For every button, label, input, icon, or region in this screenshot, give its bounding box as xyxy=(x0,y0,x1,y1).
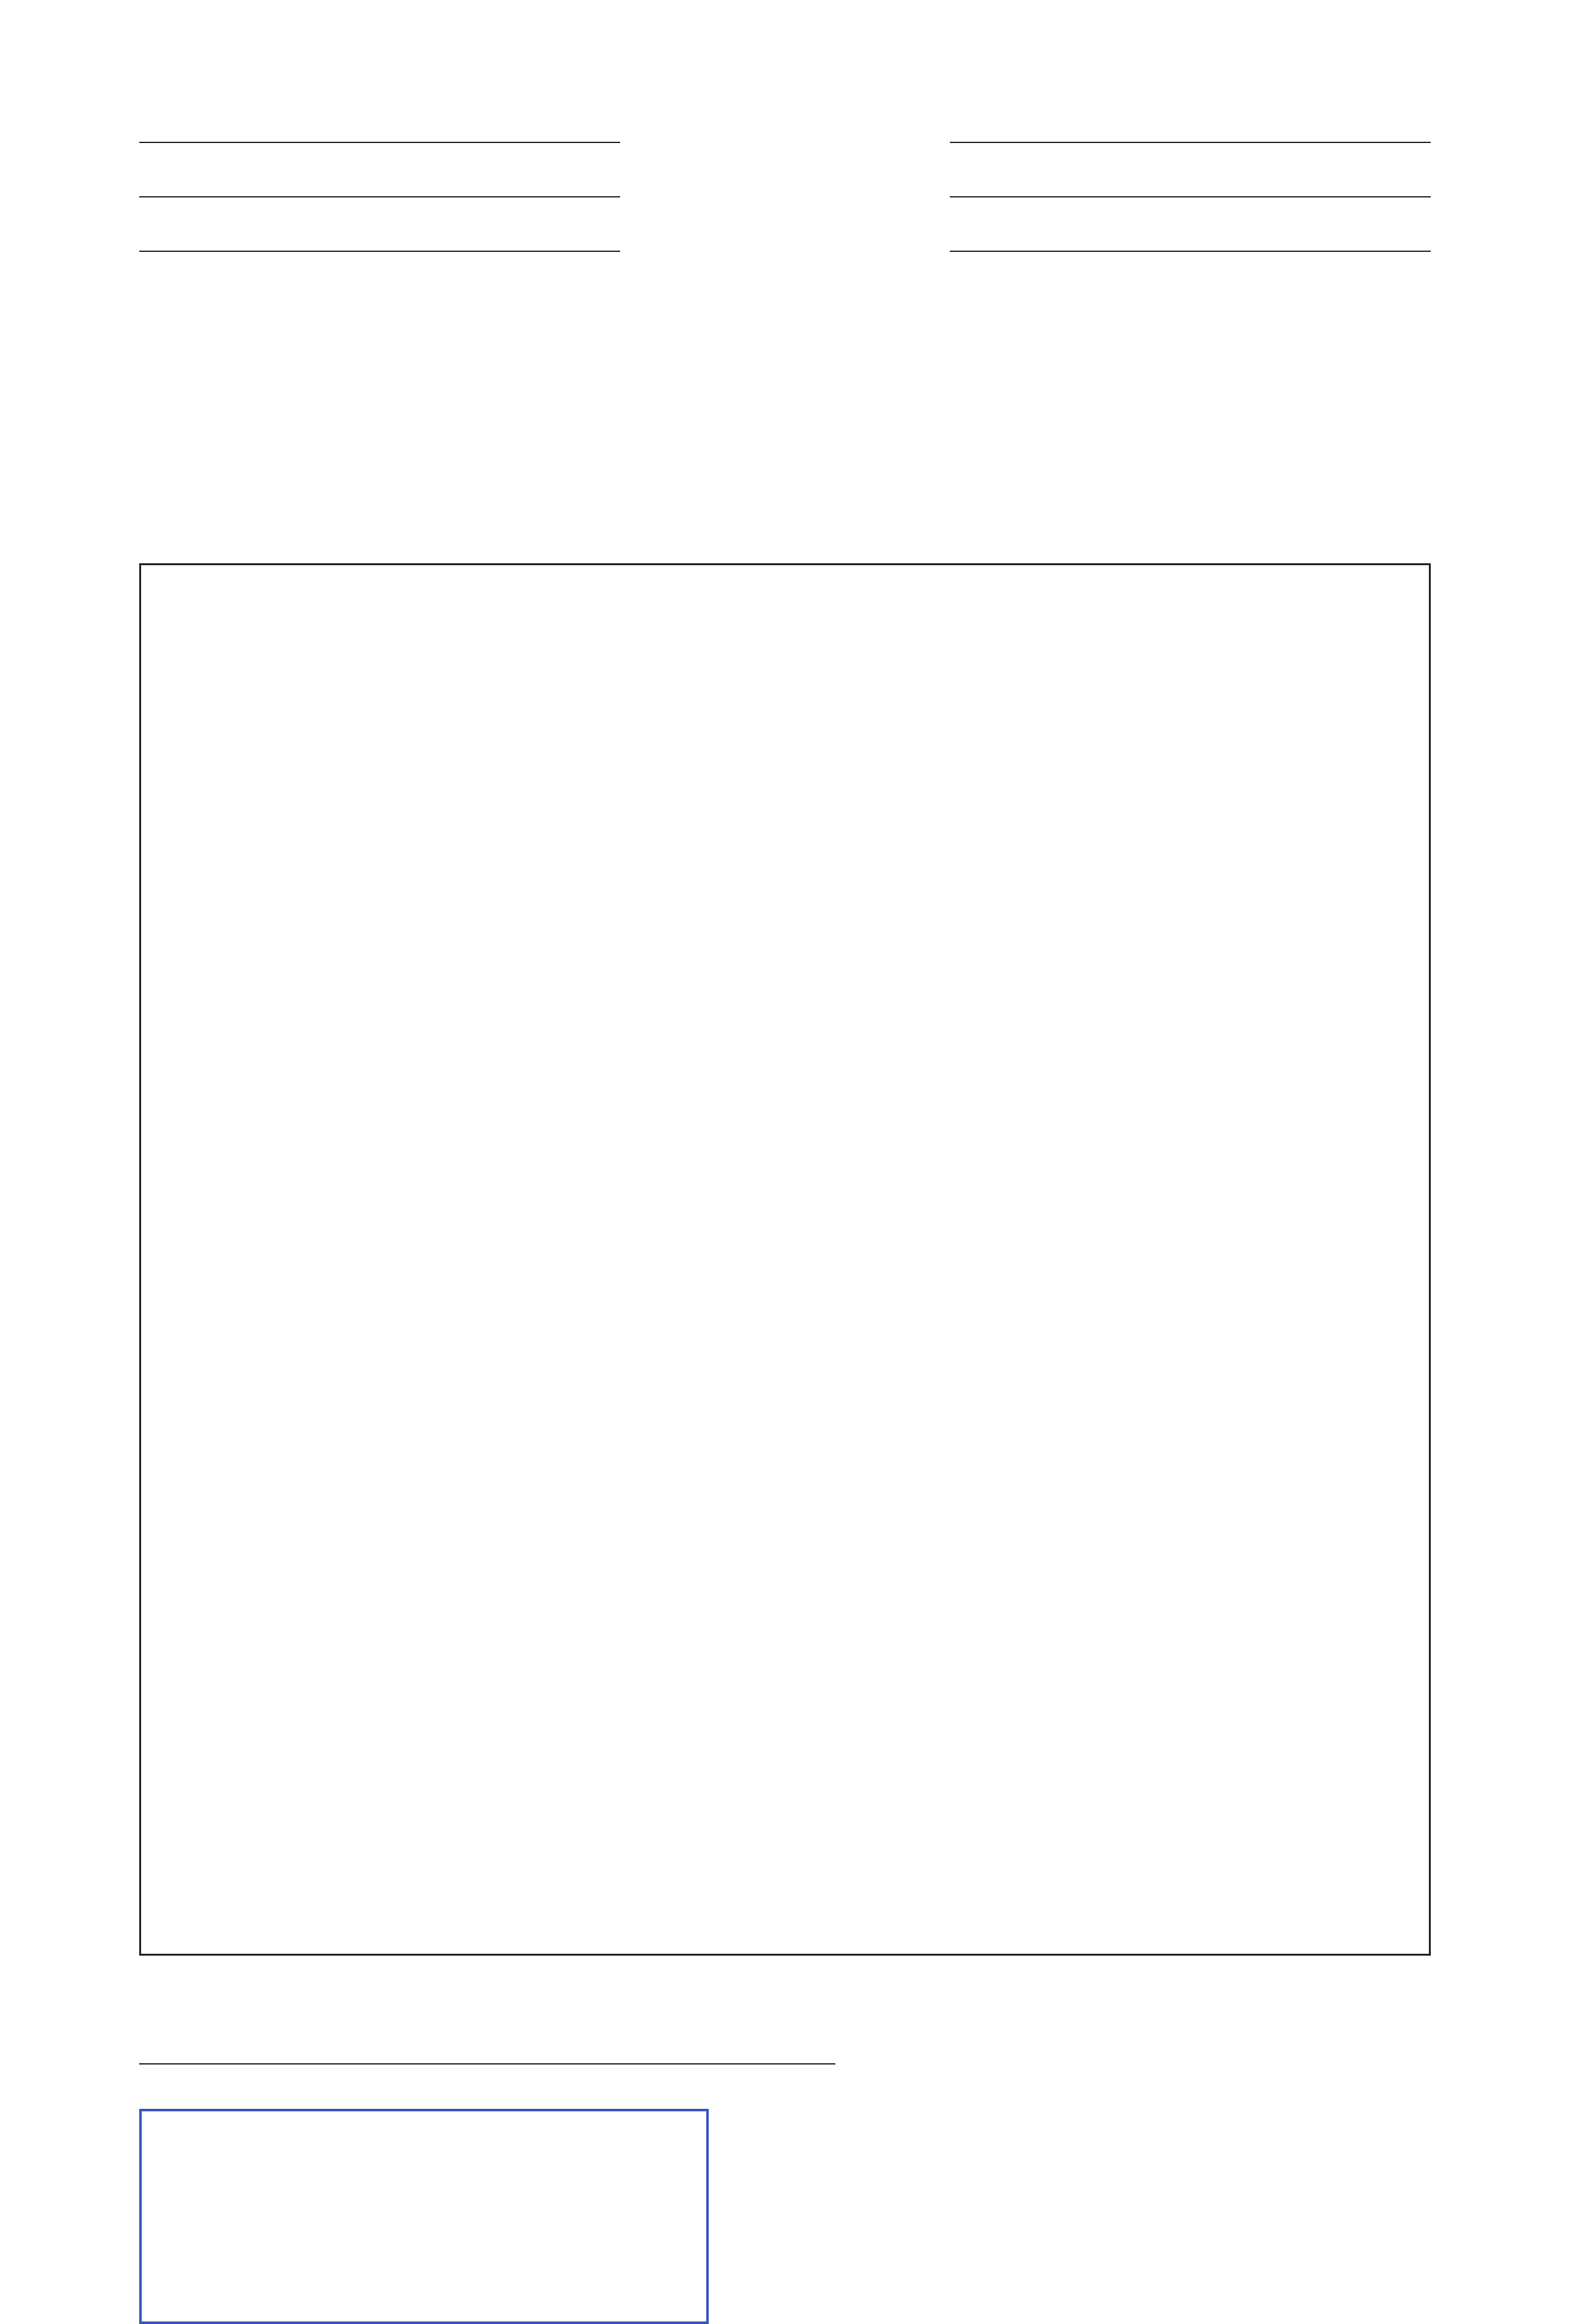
approval-right-line-2 xyxy=(950,168,1431,197)
approval-right-line-1 xyxy=(950,114,1431,143)
signature-line xyxy=(139,2032,835,2065)
document-header xyxy=(139,114,1431,443)
approval-block-left xyxy=(139,114,620,443)
approval-block-right xyxy=(950,114,1431,443)
approval-right-line-3 xyxy=(950,223,1431,252)
approval-left-line-1 xyxy=(139,114,620,143)
approval-left-line-3 xyxy=(139,223,620,252)
data-table xyxy=(139,563,1431,1956)
document-title xyxy=(139,481,1431,525)
approval-left-line-2 xyxy=(139,168,620,197)
document-footer xyxy=(139,2032,1431,2324)
stamp xyxy=(139,2109,709,2324)
